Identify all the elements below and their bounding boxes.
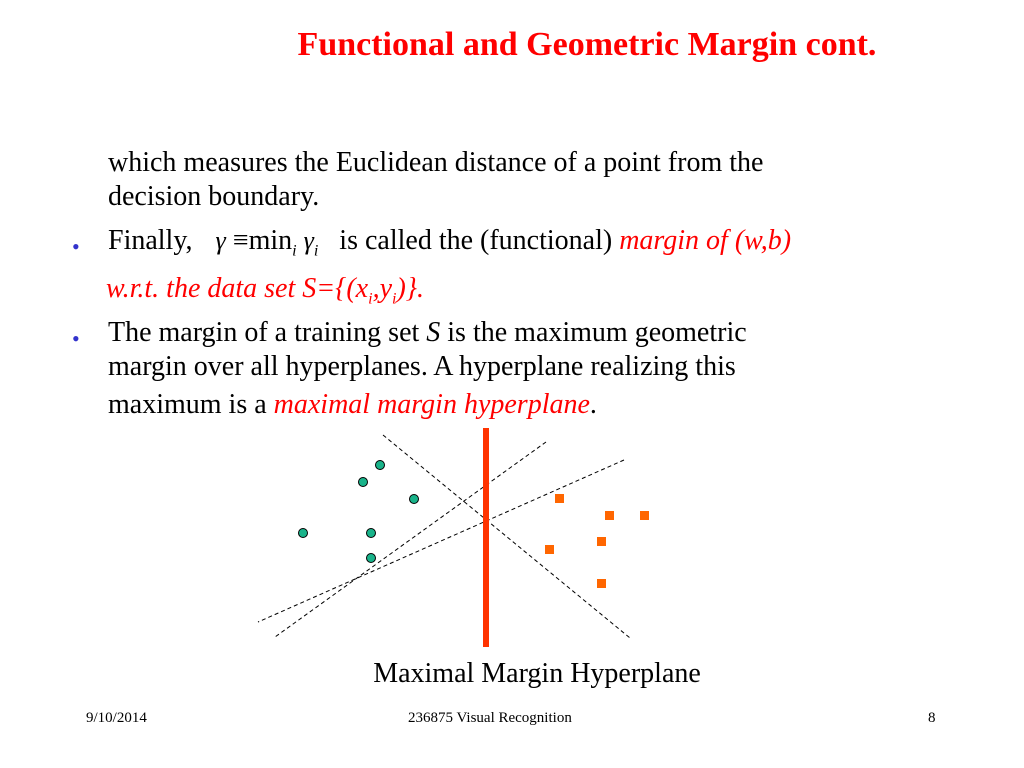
dashed-hyperplane-2 bbox=[275, 442, 546, 637]
called-text: is called the (functional) bbox=[339, 225, 613, 256]
b2-S: S bbox=[426, 317, 441, 348]
class-b-point bbox=[605, 511, 614, 520]
bullet-2: • bbox=[72, 326, 80, 351]
body-line-2: decision boundary. bbox=[108, 181, 320, 212]
footer-course: 236875 Visual Recognition bbox=[408, 710, 572, 726]
wrt-sub-2: i bbox=[392, 290, 397, 308]
class-b-point bbox=[545, 545, 554, 554]
diagram-caption: Maximal Margin Hyperplane bbox=[373, 658, 701, 689]
wrt-sub-1: i bbox=[368, 290, 373, 308]
footer-date: 9/10/2014 bbox=[86, 710, 147, 726]
wrt-prefix: w.r.t. the data set S={(x bbox=[106, 273, 369, 304]
class-a-point bbox=[367, 529, 376, 538]
class-a-point bbox=[299, 529, 308, 538]
bullet-1: • bbox=[72, 234, 80, 259]
bullet-2-line-2: margin over all hyperplanes. A hyperplane realizing this bbox=[108, 351, 736, 382]
margin-of-text: margin of (w,b) bbox=[619, 225, 792, 256]
class-b-point bbox=[640, 511, 649, 520]
class-b-point bbox=[555, 494, 564, 503]
formula-sub-i2: i bbox=[313, 242, 319, 260]
b2-line3c: . bbox=[589, 389, 597, 420]
dashed-hyperplane-1 bbox=[383, 435, 630, 638]
formula-equiv: ≡ bbox=[232, 225, 249, 256]
wrt-suffix: )}. bbox=[396, 273, 424, 304]
footer-page-number: 8 bbox=[928, 710, 936, 726]
class-a-point bbox=[359, 478, 368, 487]
b2-part1: The margin of a training set bbox=[108, 317, 427, 348]
wrt-comma: ,y bbox=[372, 273, 392, 304]
formula-sub-i: i bbox=[292, 242, 297, 260]
class-a-point bbox=[376, 461, 385, 470]
class-a-point bbox=[367, 554, 376, 563]
formula-min: min bbox=[248, 225, 293, 256]
formula-gamma: γ bbox=[215, 226, 226, 255]
b2-part2: is the maximum geometric bbox=[440, 317, 747, 348]
class-b-point bbox=[597, 579, 606, 588]
class-a-point bbox=[410, 495, 419, 504]
b2-line3a: maximum is a bbox=[108, 389, 274, 420]
class-b-point bbox=[597, 537, 606, 546]
maximal-margin-text: maximal margin hyperplane bbox=[273, 389, 590, 420]
slide-title: Functional and Geometric Margin cont. bbox=[297, 26, 877, 63]
formula-gamma-i: γ bbox=[303, 226, 314, 255]
body-line-1: which measures the Euclidean distance of a point from the bbox=[108, 147, 764, 178]
dashed-hyperplane-3 bbox=[258, 460, 624, 622]
finally-label: Finally, bbox=[108, 225, 193, 256]
